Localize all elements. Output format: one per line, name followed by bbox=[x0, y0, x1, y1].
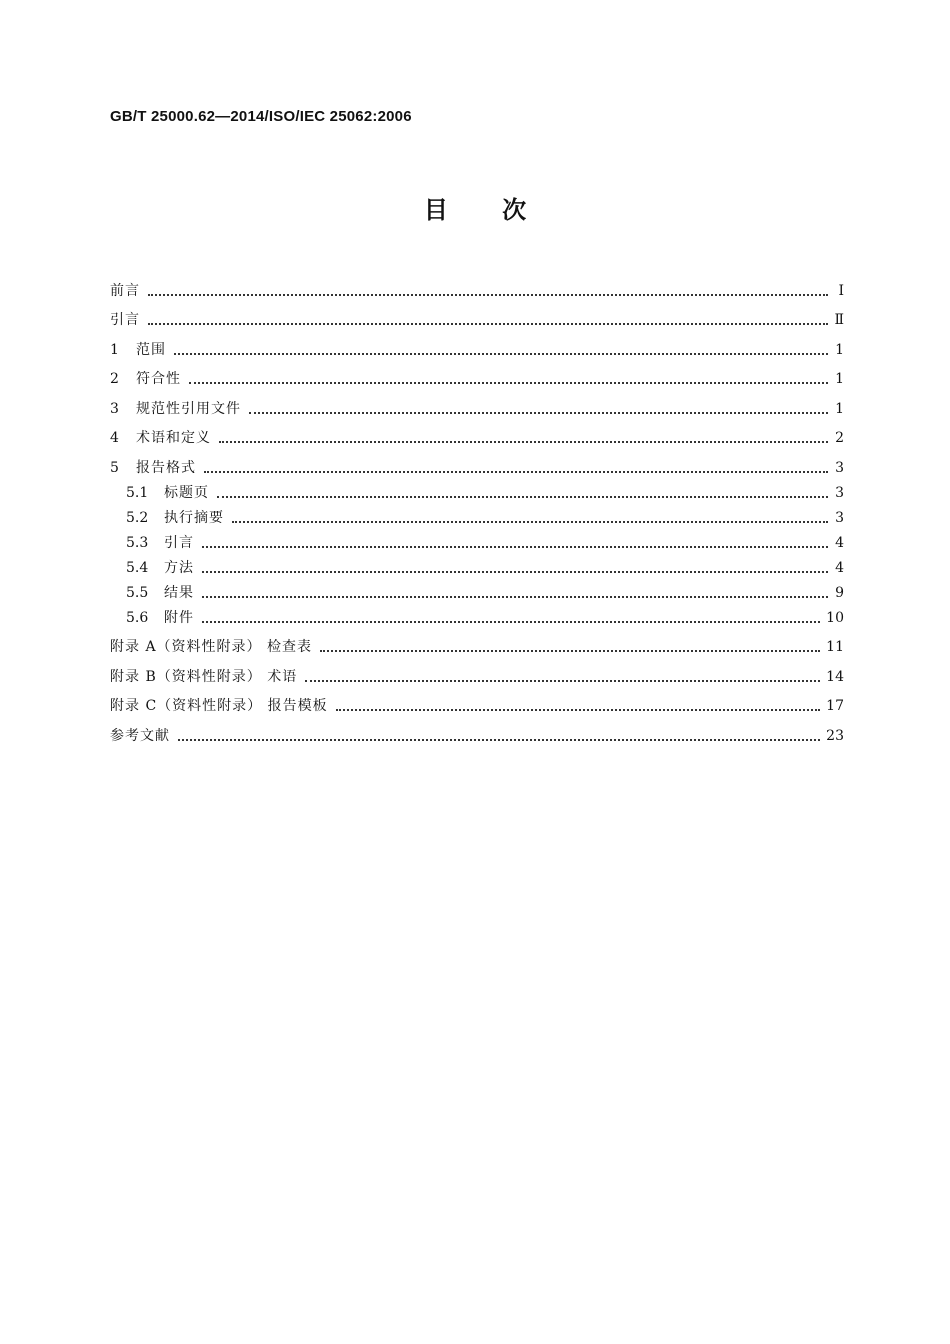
toc-entry-page: 2 bbox=[835, 430, 844, 446]
toc-entry-foreword[interactable] bbox=[110, 270, 844, 300]
toc-entry-label: 附录 B（资料性附录） 术语 bbox=[110, 668, 298, 685]
toc-entry-page: 3 bbox=[835, 459, 844, 476]
toc-entry-bibliography[interactable] bbox=[110, 715, 844, 745]
toc-entry-page: 3 bbox=[835, 484, 844, 501]
toc-entry-page: 3 bbox=[835, 509, 844, 526]
toc-entry-label: 术语和定义 bbox=[136, 430, 211, 446]
toc-leader bbox=[178, 739, 820, 741]
toc-entry-method[interactable] bbox=[110, 552, 844, 577]
toc-leader bbox=[320, 650, 820, 652]
toc-entry-label: 结果 bbox=[164, 584, 194, 601]
toc-entry-label: 方法 bbox=[164, 559, 194, 576]
toc-leader bbox=[249, 412, 828, 414]
toc-entry-scope[interactable] bbox=[110, 329, 844, 359]
toc-entry-label: 前言 bbox=[110, 282, 140, 299]
toc-entry-page: 9 bbox=[835, 584, 844, 601]
toc-entry-number: 5 bbox=[110, 459, 119, 476]
toc-entry-label: 标题页 bbox=[164, 484, 209, 501]
toc-entry-annex-b[interactable] bbox=[110, 656, 844, 686]
toc-leader bbox=[189, 382, 828, 384]
toc-leader bbox=[232, 521, 828, 523]
toc-entry-label: 参考文献 bbox=[110, 727, 170, 744]
toc-entry-number: 5.1 bbox=[126, 484, 149, 501]
toc-entry-results[interactable] bbox=[110, 577, 844, 602]
toc-entry-sub-introduction[interactable] bbox=[110, 527, 844, 552]
toc-leader bbox=[217, 496, 828, 498]
document-code: GB/T 25000.62—2014/ISO/IEC 25062:2006 bbox=[110, 108, 412, 125]
toc-entry-appendices[interactable] bbox=[110, 602, 844, 627]
toc-entry-page: Ⅱ bbox=[834, 312, 844, 328]
toc-entry-number: 1 bbox=[110, 341, 119, 358]
toc-entry-label: 引言 bbox=[164, 534, 194, 551]
toc-entry-introduction[interactable] bbox=[110, 300, 844, 330]
toc-leader bbox=[202, 546, 828, 548]
toc-entry-executive-summary[interactable] bbox=[110, 502, 844, 527]
toc-leader bbox=[305, 680, 820, 682]
toc-entry-annex-c[interactable] bbox=[110, 686, 844, 716]
toc-leader bbox=[148, 323, 828, 325]
toc-entry-label: 附件 bbox=[164, 609, 194, 626]
toc-entry-label: 范围 bbox=[136, 341, 166, 358]
toc-entry-page: 1 bbox=[835, 371, 844, 387]
toc-entry-normative-references[interactable] bbox=[110, 388, 844, 418]
toc-entry-report-format[interactable] bbox=[110, 447, 844, 477]
table-of-contents bbox=[110, 270, 844, 745]
toc-entry-page: 4 bbox=[835, 559, 844, 576]
toc-entry-number: 4 bbox=[110, 430, 119, 446]
toc-entry-label: 报告格式 bbox=[136, 459, 196, 476]
toc-leader bbox=[202, 596, 828, 598]
toc-entry-terms[interactable] bbox=[110, 418, 844, 448]
toc-entry-page: 4 bbox=[835, 534, 844, 551]
toc-entry-number: 3 bbox=[110, 400, 119, 417]
toc-entry-number: 5.4 bbox=[126, 559, 149, 576]
toc-entry-page: 10 bbox=[826, 609, 844, 626]
toc-entry-annex-a[interactable] bbox=[110, 627, 844, 657]
toc-leader bbox=[202, 621, 820, 623]
toc-leader bbox=[202, 571, 828, 573]
toc-entry-number: 5.3 bbox=[126, 534, 149, 551]
toc-leader bbox=[174, 353, 828, 355]
toc-entry-number: 2 bbox=[110, 371, 119, 387]
toc-entry-page: Ⅰ bbox=[838, 282, 844, 299]
toc-entry-conformance[interactable] bbox=[110, 359, 844, 389]
toc-entry-label: 引言 bbox=[110, 312, 140, 328]
toc-entry-page: 11 bbox=[826, 639, 844, 655]
toc-entry-page: 17 bbox=[826, 698, 844, 714]
toc-entry-number: 5.5 bbox=[126, 584, 149, 601]
toc-entry-number: 5.6 bbox=[126, 609, 149, 626]
toc-entry-page: 1 bbox=[835, 341, 844, 358]
toc-entry-page: 1 bbox=[835, 400, 844, 417]
toc-entry-label: 附录 A（资料性附录） 检查表 bbox=[110, 639, 313, 655]
toc-entry-label: 执行摘要 bbox=[164, 509, 224, 526]
toc-entry-page: 14 bbox=[826, 668, 844, 685]
toc-entry-label: 符合性 bbox=[136, 371, 181, 387]
toc-entry-label: 规范性引用文件 bbox=[136, 400, 241, 417]
toc-leader bbox=[336, 709, 821, 711]
toc-entry-page: 23 bbox=[826, 727, 844, 744]
toc-leader bbox=[148, 294, 828, 296]
toc-title: 目 次 bbox=[423, 196, 527, 224]
toc-entry-number: 5.2 bbox=[126, 509, 149, 526]
toc-entry-title-page[interactable] bbox=[110, 477, 844, 502]
toc-leader bbox=[219, 441, 828, 443]
toc-entry-label: 附录 C（资料性附录） 报告模板 bbox=[110, 698, 328, 714]
toc-leader bbox=[204, 471, 828, 473]
